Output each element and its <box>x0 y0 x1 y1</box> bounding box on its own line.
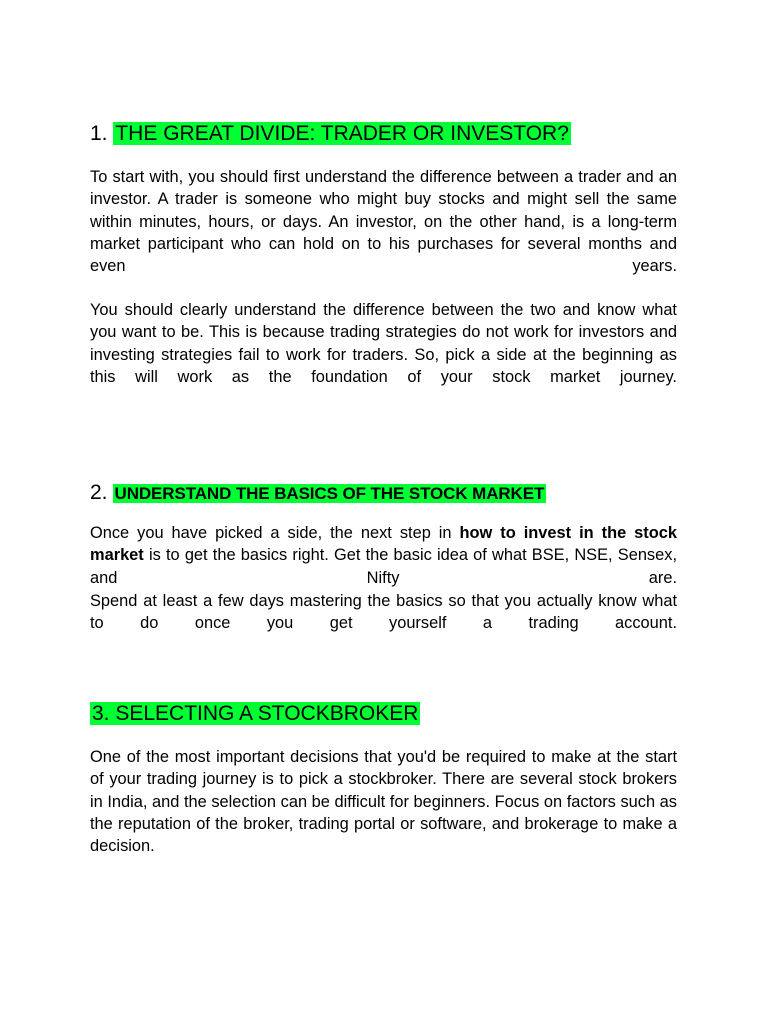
section-2-intro-rest: is to get the basics right. Get the basic idea of what BSE, NSE, Sensex, and Nifty are. <box>90 546 677 587</box>
section-1-paragraph-2: You should clearly understand the difference between the two and know what you want to be. This is because trading strategies do not work for investors and investing strategies fail to work for traders. So, pick a side at the beginning as this will work as the foundation of your stock market journey. <box>90 301 677 386</box>
section-1-heading <box>90 120 571 148</box>
section-1-number: 1. <box>90 122 108 145</box>
section-3-heading <box>90 700 420 728</box>
section-2-title: UNDERSTAND THE BASICS OF THE STOCK MARKET <box>114 484 545 503</box>
section-1-paragraph-1: To start with, you should first understand the difference between a trader and an investor. A trader is someone who might buy stocks and might sell the same within minutes, hours, or days. An investor, on the other hand, is a long-term market participant who can hold on to his purchases for several months and even years. <box>90 168 677 276</box>
section-2-bold-phrase: how to invest in the stock market <box>90 524 677 565</box>
section-2-paragraph-2: Spend at least a few days mastering the basics so that you actually know what to do once you get yourself a trading account. <box>90 592 677 633</box>
section-2-paragraph-1 <box>90 522 677 589</box>
section-2-number: 2. <box>90 481 108 504</box>
section-2-heading <box>90 480 546 507</box>
section-2-intro-text: Once you have picked a side, the next step in <box>90 524 452 542</box>
section-1-title: THE GREAT DIVIDE: TRADER OR INVESTOR? <box>115 122 569 145</box>
section-3-title: 3. SELECTING A STOCKBROKER <box>92 702 419 725</box>
section-3-paragraph: One of the most important decisions that you'd be required to make at the start of your trading journey is to pick a stockbroker. There are several stock brokers in India, and the selection can be difficult for beginners. Focus on factors such as the reputation of the broker, trading portal or software, and brokerage to make a decision. <box>90 748 677 856</box>
